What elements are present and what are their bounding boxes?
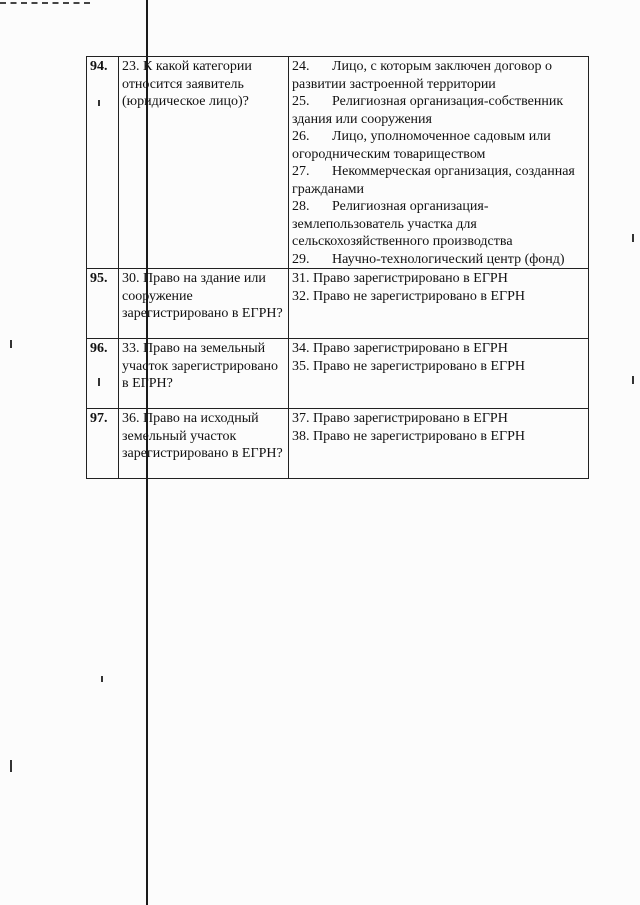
table-row (87, 409, 589, 479)
question-cell (119, 409, 289, 479)
row-number: 97. (87, 409, 119, 479)
answer-option: 29. Научно-технологический центр (фонд) (292, 251, 565, 267)
question-text: Право на земельный участок зарегистрировано в ЕГРН? (122, 341, 279, 391)
questions-table (86, 56, 589, 479)
question-number: 33. (122, 341, 140, 356)
scan-speck (10, 760, 12, 772)
scan-speck (632, 376, 634, 384)
row-number: 95. (87, 269, 119, 339)
answer-option: 24. Лицо, с которым заключен договор о развитии застроенной территории (292, 59, 553, 92)
answers-cell (289, 57, 589, 269)
answers-cell (289, 339, 589, 409)
answer-option: 38. Право не зарегистрировано в ЕГРН (292, 428, 526, 444)
row-number: 94. (87, 57, 119, 269)
answer-option: 27. Некоммерческая организация, созданная гражданами (292, 164, 575, 197)
question-cell (119, 57, 289, 269)
answers-cell (289, 269, 589, 339)
scan-speck (10, 340, 12, 348)
question-number: 36. (122, 411, 140, 426)
answer-option: 25. Религиозная организация-собственник здания или сооружения (292, 94, 564, 127)
table-row (87, 57, 589, 269)
scan-artifact-dashes (0, 2, 90, 4)
answer-option: 34. Право зарегистрировано в ЕГРН (292, 341, 508, 356)
answer-option: 32. Право не зарегистрировано в ЕГРН (292, 288, 526, 304)
question-cell (119, 339, 289, 409)
question-text: Право на здание или сооружение зарегистрировано в ЕГРН? (122, 271, 283, 321)
table-row (87, 269, 589, 339)
table-row (87, 339, 589, 409)
question-number: 23. (122, 59, 140, 74)
scan-speck (101, 676, 103, 682)
answer-option: 26. Лицо, уполномоченное садовым или огородническим товариществом (292, 129, 551, 162)
row-number: 96. (87, 339, 119, 409)
question-text: Право на исходный земельный участок зарегистрировано в ЕГРН? (122, 411, 283, 461)
question-text: К какой категории относится заявитель (юридическое лицо)? (122, 59, 252, 109)
question-cell (119, 269, 289, 339)
answer-option: 28. Религиозная организация-землепользователь участка для сельскохозяйственного производства (292, 199, 513, 249)
answers-cell (289, 409, 589, 479)
scan-speck (632, 234, 634, 242)
answer-option: 37. Право зарегистрировано в ЕГРН (292, 411, 508, 426)
question-number: 30. (122, 271, 140, 286)
answer-option: 31. Право зарегистрировано в ЕГРН (292, 271, 508, 286)
answer-option: 35. Право не зарегистрировано в ЕГРН (292, 358, 526, 374)
